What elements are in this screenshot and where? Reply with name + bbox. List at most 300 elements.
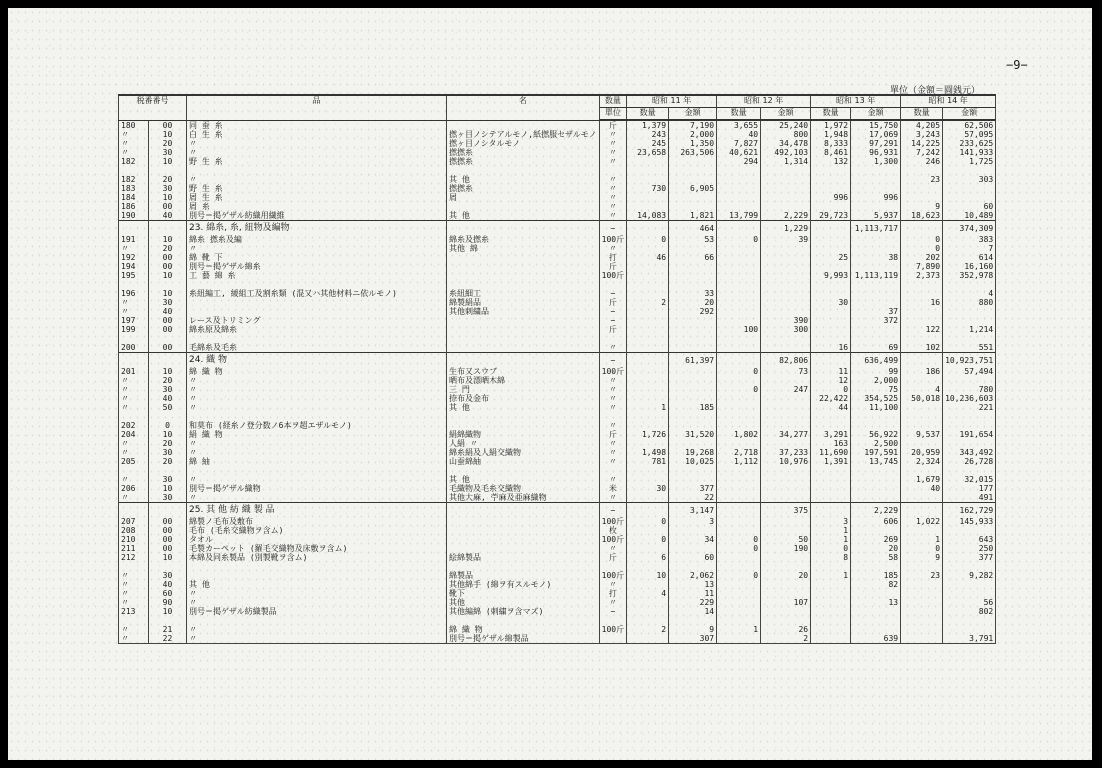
table-row bbox=[119, 298, 996, 307]
header-qty: 数量 bbox=[811, 108, 851, 121]
amount-14-cell: 1,214 bbox=[943, 325, 996, 334]
subcode-cell bbox=[149, 221, 187, 236]
qty-12-cell bbox=[717, 526, 761, 535]
qty-12-cell bbox=[717, 184, 761, 193]
amount-14-cell: 57,095 bbox=[943, 130, 996, 139]
amount-14-cell: 57,494 bbox=[943, 367, 996, 376]
qty-12-cell: 294 bbox=[717, 157, 761, 166]
qty-11-cell bbox=[627, 343, 669, 353]
subcode-cell: 30 bbox=[149, 184, 187, 193]
header-amt: 金額 bbox=[669, 108, 717, 121]
code-cell: 182 bbox=[119, 157, 149, 166]
qty-12-cell: 13,799 bbox=[717, 211, 761, 221]
qty-14-cell bbox=[901, 616, 943, 625]
unit-cell: 〃 bbox=[599, 598, 626, 607]
unit-cell: 〃 bbox=[599, 139, 626, 148]
qty-14-cell: 23 bbox=[901, 571, 943, 580]
amount-12-cell bbox=[761, 334, 811, 343]
amount-14-cell: 374,309 bbox=[943, 221, 996, 236]
qty-11-cell bbox=[627, 526, 669, 535]
qty-14-cell bbox=[901, 503, 943, 518]
qty-11-cell bbox=[627, 394, 669, 403]
qty-14-cell bbox=[901, 403, 943, 412]
table-row bbox=[119, 634, 996, 644]
qty-11-cell bbox=[627, 385, 669, 394]
amount-11-cell bbox=[669, 244, 717, 253]
item-note-cell bbox=[447, 421, 600, 430]
amount-11-cell bbox=[669, 412, 717, 421]
qty-14-cell bbox=[901, 589, 943, 598]
amount-13-cell: 1,113,119 bbox=[851, 271, 901, 280]
qty-14-cell: 2,324 bbox=[901, 457, 943, 466]
code-cell: 199 bbox=[119, 325, 149, 334]
subcode-cell: 00 bbox=[149, 325, 187, 334]
code-cell: 182 bbox=[119, 175, 149, 184]
qty-14-cell: 40 bbox=[901, 484, 943, 493]
amount-12-cell bbox=[761, 526, 811, 535]
qty-14-cell: 14,225 bbox=[901, 139, 943, 148]
amount-12-cell bbox=[761, 421, 811, 430]
amount-12-cell: 107 bbox=[761, 598, 811, 607]
table-row bbox=[119, 517, 996, 526]
subcode-cell: 10 bbox=[149, 289, 187, 298]
unit-cell: 〃 bbox=[599, 403, 626, 412]
qty-14-cell: 16 bbox=[901, 298, 943, 307]
qty-13-cell: 22,422 bbox=[811, 394, 851, 403]
amount-13-cell bbox=[851, 244, 901, 253]
amount-13-cell: 13,745 bbox=[851, 457, 901, 466]
amount-11-cell bbox=[669, 271, 717, 280]
spacer-row bbox=[119, 412, 996, 421]
qty-12-cell bbox=[717, 253, 761, 262]
amount-13-cell: 354,525 bbox=[851, 394, 901, 403]
subcode-cell bbox=[149, 280, 187, 289]
amount-11-cell: 292 bbox=[669, 307, 717, 316]
code-cell bbox=[119, 616, 149, 625]
qty-13-cell: 29,723 bbox=[811, 211, 851, 221]
amount-11-cell bbox=[669, 166, 717, 175]
subcode-cell: 20 bbox=[149, 139, 187, 148]
header-qty: 数量 bbox=[901, 108, 943, 121]
unit-cell: 〃 bbox=[599, 385, 626, 394]
qty-11-cell: 2 bbox=[627, 298, 669, 307]
unit-cell: − bbox=[599, 307, 626, 316]
unit-cell: 100斤 bbox=[599, 517, 626, 526]
amount-12-cell bbox=[761, 439, 811, 448]
qty-13-cell bbox=[811, 202, 851, 211]
spacer-row bbox=[119, 280, 996, 289]
code-cell: 〃 bbox=[119, 139, 149, 148]
qty-12-cell: 3,655 bbox=[717, 120, 761, 130]
item-name-cell bbox=[187, 298, 447, 307]
qty-14-cell: 3,243 bbox=[901, 130, 943, 139]
qty-13-cell: 1 bbox=[811, 526, 851, 535]
qty-12-cell bbox=[717, 493, 761, 503]
qty-13-cell: 11,690 bbox=[811, 448, 851, 457]
item-name-cell: 〃 bbox=[187, 598, 447, 607]
item-name-cell bbox=[187, 166, 447, 175]
code-cell: 〃 bbox=[119, 403, 149, 412]
qty-13-cell: 9,993 bbox=[811, 271, 851, 280]
code-cell: 〃 bbox=[119, 394, 149, 403]
qty-11-cell bbox=[627, 421, 669, 430]
amount-11-cell: 34 bbox=[669, 535, 717, 544]
qty-12-cell bbox=[717, 271, 761, 280]
qty-13-cell bbox=[811, 221, 851, 236]
unit-cell: 〃 bbox=[599, 376, 626, 385]
code-cell: 〃 bbox=[119, 475, 149, 484]
qty-12-cell bbox=[717, 412, 761, 421]
qty-12-cell bbox=[717, 562, 761, 571]
amount-14-cell: 9,282 bbox=[943, 571, 996, 580]
code-cell: 〃 bbox=[119, 493, 149, 503]
amount-11-cell: 66 bbox=[669, 253, 717, 262]
subcode-cell: 60 bbox=[149, 589, 187, 598]
qty-12-cell bbox=[717, 316, 761, 325]
amount-13-cell bbox=[851, 325, 901, 334]
amount-11-cell bbox=[669, 385, 717, 394]
amount-14-cell: 10,236,603 bbox=[943, 394, 996, 403]
amount-13-cell: 99 bbox=[851, 367, 901, 376]
amount-11-cell: 19,268 bbox=[669, 448, 717, 457]
table-row bbox=[119, 175, 996, 184]
amount-13-cell: 2,229 bbox=[851, 503, 901, 518]
item-name-cell: 綿製ノ毛布及敷布 bbox=[187, 517, 447, 526]
amount-13-cell bbox=[851, 298, 901, 307]
item-name-cell bbox=[187, 571, 447, 580]
section-title: 23. 綿糸, 糸, 紐物及編物 bbox=[187, 221, 447, 236]
amount-11-cell bbox=[669, 544, 717, 553]
amount-14-cell: 141,933 bbox=[943, 148, 996, 157]
qty-12-cell bbox=[717, 262, 761, 271]
table-row bbox=[119, 394, 996, 403]
subcode-cell: 21 bbox=[149, 625, 187, 634]
qty-12-cell bbox=[717, 475, 761, 484]
qty-11-cell: 0 bbox=[627, 517, 669, 526]
qty-12-cell bbox=[717, 607, 761, 616]
qty-14-cell: 1,679 bbox=[901, 475, 943, 484]
unit-cell: 〃 bbox=[599, 343, 626, 353]
amount-12-cell bbox=[761, 202, 811, 211]
qty-14-cell: 9 bbox=[901, 202, 943, 211]
code-cell: 200 bbox=[119, 343, 149, 353]
amount-13-cell: 1,113,717 bbox=[851, 221, 901, 236]
qty-13-cell: 0 bbox=[811, 385, 851, 394]
amount-11-cell: 31,520 bbox=[669, 430, 717, 439]
amount-11-cell: 33 bbox=[669, 289, 717, 298]
qty-13-cell bbox=[811, 475, 851, 484]
qty-12-cell bbox=[717, 353, 761, 368]
amount-13-cell: 58 bbox=[851, 553, 901, 562]
subcode-cell: 30 bbox=[149, 448, 187, 457]
qty-13-cell: 1,948 bbox=[811, 130, 851, 139]
code-cell: 〃 bbox=[119, 439, 149, 448]
amount-14-cell: 614 bbox=[943, 253, 996, 262]
code-cell: 〃 bbox=[119, 571, 149, 580]
item-name-cell: 和莫布 (経糸ノ登分数ノ6本ヲ超エザルモノ) bbox=[187, 421, 447, 430]
unit-cell: 〃 bbox=[599, 439, 626, 448]
item-name-cell: 糸紐編工, 緩組工及割糸類 (混又ハ其他材料ニ依ルモノ) bbox=[187, 289, 447, 298]
unit-cell bbox=[599, 562, 626, 571]
amount-13-cell: 13 bbox=[851, 598, 901, 607]
code-cell: 〃 bbox=[119, 130, 149, 139]
amount-13-cell bbox=[851, 616, 901, 625]
qty-14-cell: 102 bbox=[901, 343, 943, 353]
item-note-cell bbox=[447, 280, 600, 289]
item-name-cell: 〃 bbox=[187, 175, 447, 184]
amount-14-cell: 26,728 bbox=[943, 457, 996, 466]
amount-12-cell: 26 bbox=[761, 625, 811, 634]
header-year-11: 昭和 11 年 bbox=[627, 95, 717, 108]
unit-cell: − bbox=[599, 503, 626, 518]
qty-13-cell bbox=[811, 244, 851, 253]
amount-13-cell bbox=[851, 289, 901, 298]
amount-12-cell bbox=[761, 475, 811, 484]
amount-14-cell: 643 bbox=[943, 535, 996, 544]
amount-11-cell bbox=[669, 280, 717, 289]
amount-12-cell: 34,478 bbox=[761, 139, 811, 148]
amount-12-cell bbox=[761, 262, 811, 271]
qty-13-cell bbox=[811, 334, 851, 343]
qty-12-cell: 40 bbox=[717, 130, 761, 139]
item-name-cell bbox=[187, 280, 447, 289]
table-row bbox=[119, 385, 996, 394]
section-header-row bbox=[119, 221, 996, 236]
amount-14-cell bbox=[943, 166, 996, 175]
item-note-cell bbox=[447, 343, 600, 353]
code-cell: 〃 bbox=[119, 634, 149, 644]
amount-12-cell bbox=[761, 607, 811, 616]
amount-11-cell: 3,147 bbox=[669, 503, 717, 518]
amount-13-cell bbox=[851, 412, 901, 421]
item-name-cell: 別号＝掲ゲザル織物 bbox=[187, 484, 447, 493]
item-name-cell: 〃 bbox=[187, 394, 447, 403]
item-name-cell: 〃 bbox=[187, 625, 447, 634]
unit-cell: 斤 bbox=[599, 325, 626, 334]
code-cell: 186 bbox=[119, 202, 149, 211]
qty-12-cell bbox=[717, 503, 761, 518]
amount-12-cell: 300 bbox=[761, 325, 811, 334]
item-name-cell: 毛布 (毛糸交織物ヲ含ム) bbox=[187, 526, 447, 535]
header-unit-top: 数量 bbox=[599, 95, 626, 108]
item-note-cell: 山蚕綿紬 bbox=[447, 457, 600, 466]
subcode-cell: 30 bbox=[149, 475, 187, 484]
qty-11-cell bbox=[627, 598, 669, 607]
amount-14-cell: 233,625 bbox=[943, 139, 996, 148]
item-note-cell: 其 他 bbox=[447, 211, 600, 221]
amount-13-cell bbox=[851, 280, 901, 289]
subcode-cell: 00 bbox=[149, 544, 187, 553]
subcode-cell bbox=[149, 353, 187, 368]
qty-14-cell: 202 bbox=[901, 253, 943, 262]
amount-13-cell: 97,291 bbox=[851, 139, 901, 148]
item-note-cell bbox=[447, 466, 600, 475]
unit-cell bbox=[599, 616, 626, 625]
qty-13-cell bbox=[811, 412, 851, 421]
qty-11-cell: 781 bbox=[627, 457, 669, 466]
item-name-cell bbox=[187, 412, 447, 421]
item-note-cell bbox=[447, 544, 600, 553]
qty-14-cell bbox=[901, 562, 943, 571]
amount-11-cell: 14 bbox=[669, 607, 717, 616]
code-cell: 196 bbox=[119, 289, 149, 298]
table-row bbox=[119, 157, 996, 166]
item-note-cell: 其他 bbox=[447, 598, 600, 607]
amount-11-cell bbox=[669, 193, 717, 202]
amount-14-cell: 10,489 bbox=[943, 211, 996, 221]
amount-14-cell: 145,933 bbox=[943, 517, 996, 526]
table-row bbox=[119, 493, 996, 503]
amount-14-cell bbox=[943, 625, 996, 634]
qty-12-cell bbox=[717, 221, 761, 236]
amount-12-cell: 73 bbox=[761, 367, 811, 376]
subcode-cell: 20 bbox=[149, 439, 187, 448]
qty-11-cell bbox=[627, 353, 669, 368]
code-cell bbox=[119, 353, 149, 368]
unit-cell: 〃 bbox=[599, 202, 626, 211]
qty-12-cell bbox=[717, 484, 761, 493]
unit-cell: 100斤 bbox=[599, 235, 626, 244]
item-note-cell: 綿製絹品 bbox=[447, 298, 600, 307]
amount-12-cell bbox=[761, 562, 811, 571]
qty-12-cell: 100 bbox=[717, 325, 761, 334]
amount-13-cell: 996 bbox=[851, 193, 901, 202]
amount-11-cell bbox=[669, 475, 717, 484]
table-row bbox=[119, 475, 996, 484]
item-name-cell: 絹 織 物 bbox=[187, 430, 447, 439]
unit-cell: 100斤 bbox=[599, 535, 626, 544]
header-year-14: 昭和 14 年 bbox=[901, 95, 996, 108]
unit-cell: 〃 bbox=[599, 175, 626, 184]
subcode-cell: 50 bbox=[149, 403, 187, 412]
code-cell: 190 bbox=[119, 211, 149, 221]
amount-11-cell: 2,000 bbox=[669, 130, 717, 139]
item-note-cell: 屑 bbox=[447, 193, 600, 202]
qty-11-cell: 23,658 bbox=[627, 148, 669, 157]
item-note-cell: 毛織物及毛糸交織物 bbox=[447, 484, 600, 493]
subcode-cell: 30 bbox=[149, 385, 187, 394]
subcode-cell bbox=[149, 466, 187, 475]
table-row bbox=[119, 289, 996, 298]
code-cell: 208 bbox=[119, 526, 149, 535]
table-row bbox=[119, 193, 996, 202]
qty-12-cell: 2,718 bbox=[717, 448, 761, 457]
qty-11-cell bbox=[627, 316, 669, 325]
amount-12-cell bbox=[761, 466, 811, 475]
item-name-cell: 別号＝掲ゲザル紡織用繊維 bbox=[187, 211, 447, 221]
qty-11-cell bbox=[627, 466, 669, 475]
header-row-years bbox=[119, 95, 996, 108]
qty-13-cell: 1 bbox=[811, 571, 851, 580]
item-name-cell: 毛綿糸及毛糸 bbox=[187, 343, 447, 353]
qty-14-cell bbox=[901, 466, 943, 475]
amount-13-cell bbox=[851, 166, 901, 175]
code-cell: 〃 bbox=[119, 148, 149, 157]
item-note-cell: 晒布及漂晒木綿 bbox=[447, 376, 600, 385]
header-year-13: 昭和 13 年 bbox=[811, 95, 901, 108]
amount-12-cell bbox=[761, 553, 811, 562]
qty-11-cell bbox=[627, 166, 669, 175]
item-note-cell: 綿 織 物 bbox=[447, 625, 600, 634]
spacer-row bbox=[119, 562, 996, 571]
amount-12-cell bbox=[761, 175, 811, 184]
item-note-cell: 其他 綿 bbox=[447, 244, 600, 253]
qty-13-cell: 1,972 bbox=[811, 120, 851, 130]
amount-13-cell: 15,750 bbox=[851, 120, 901, 130]
header-name-a: 品 bbox=[187, 95, 447, 120]
item-note-cell: 撚撚糸 bbox=[447, 184, 600, 193]
amount-14-cell: 3,791 bbox=[943, 634, 996, 644]
code-cell bbox=[119, 166, 149, 175]
table-row bbox=[119, 484, 996, 493]
amount-12-cell: 375 bbox=[761, 503, 811, 518]
amount-11-cell: 13 bbox=[669, 580, 717, 589]
amount-12-cell bbox=[761, 193, 811, 202]
qty-14-cell bbox=[901, 289, 943, 298]
unit-cell: 〃 bbox=[599, 421, 626, 430]
amount-11-cell: 377 bbox=[669, 484, 717, 493]
amount-12-cell bbox=[761, 343, 811, 353]
item-name-cell: 屑 糸 bbox=[187, 202, 447, 211]
amount-12-cell: 2,229 bbox=[761, 211, 811, 221]
unit-cell: 〃 bbox=[599, 148, 626, 157]
qty-14-cell bbox=[901, 607, 943, 616]
qty-12-cell bbox=[717, 580, 761, 589]
item-note-cell bbox=[447, 316, 600, 325]
amount-14-cell: 162,729 bbox=[943, 503, 996, 518]
qty-13-cell bbox=[811, 466, 851, 475]
code-cell: 205 bbox=[119, 457, 149, 466]
code-cell bbox=[119, 221, 149, 236]
unit-cell: 枚 bbox=[599, 526, 626, 535]
qty-12-cell bbox=[717, 289, 761, 298]
amount-12-cell bbox=[761, 184, 811, 193]
qty-13-cell bbox=[811, 634, 851, 644]
qty-12-cell: 0 bbox=[717, 367, 761, 376]
code-cell: 195 bbox=[119, 271, 149, 280]
qty-14-cell: 1 bbox=[901, 535, 943, 544]
qty-12-cell: 0 bbox=[717, 385, 761, 394]
subcode-cell bbox=[149, 616, 187, 625]
amount-13-cell: 69 bbox=[851, 343, 901, 353]
qty-14-cell: 9 bbox=[901, 553, 943, 562]
amount-14-cell: 880 bbox=[943, 298, 996, 307]
qty-11-cell: 243 bbox=[627, 130, 669, 139]
amount-11-cell bbox=[669, 325, 717, 334]
qty-12-cell bbox=[717, 439, 761, 448]
qty-11-cell bbox=[627, 307, 669, 316]
amount-14-cell: 1,725 bbox=[943, 157, 996, 166]
item-name-cell bbox=[187, 334, 447, 343]
amount-11-cell bbox=[669, 616, 717, 625]
amount-14-cell: 7 bbox=[943, 244, 996, 253]
qty-11-cell: 14,083 bbox=[627, 211, 669, 221]
section-header-row bbox=[119, 353, 996, 368]
qty-12-cell bbox=[717, 589, 761, 598]
amount-14-cell: 62,506 bbox=[943, 120, 996, 130]
code-cell: 〃 bbox=[119, 580, 149, 589]
table-row bbox=[119, 430, 996, 439]
item-note-cell bbox=[447, 221, 600, 236]
table-row bbox=[119, 307, 996, 316]
qty-14-cell: 4 bbox=[901, 385, 943, 394]
subcode-cell: 40 bbox=[149, 394, 187, 403]
unit-cell: 斤 bbox=[599, 120, 626, 130]
amount-11-cell bbox=[669, 367, 717, 376]
amount-11-cell: 3 bbox=[669, 517, 717, 526]
amount-13-cell bbox=[851, 202, 901, 211]
unit-cell: 〃 bbox=[599, 130, 626, 139]
